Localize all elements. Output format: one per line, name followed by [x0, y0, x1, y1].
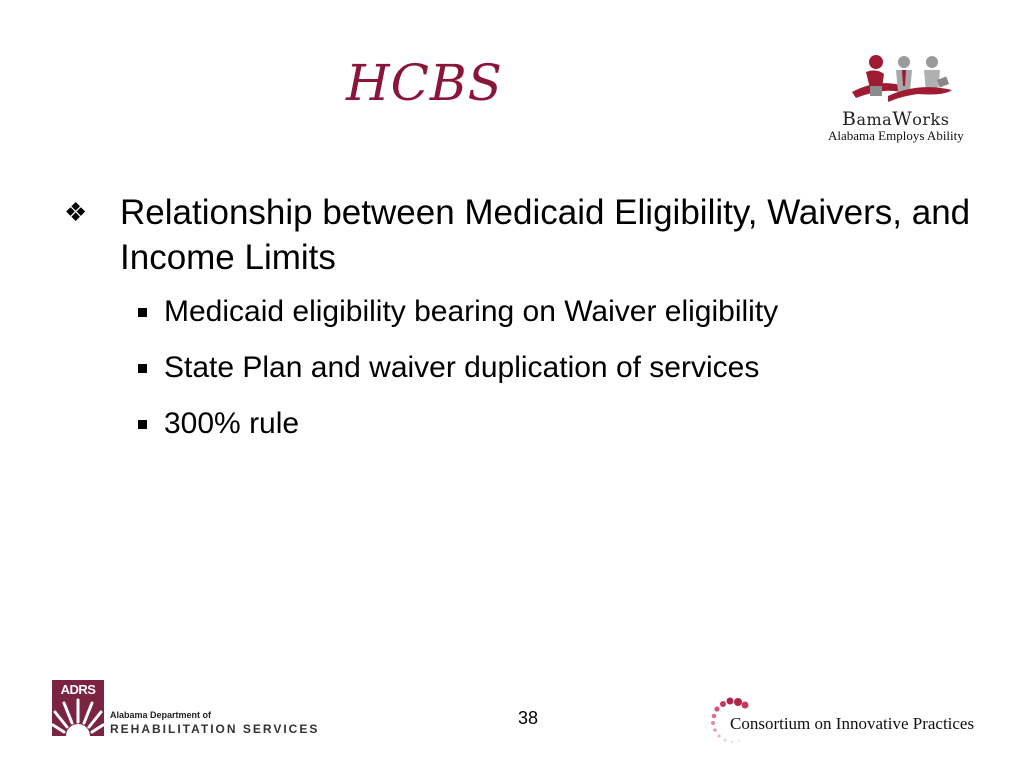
sub-bullet-list: [64, 294, 984, 442]
adrs-abbr: ADRS: [60, 682, 96, 697]
square-bullet-icon: [138, 420, 147, 429]
cip-name: Consortium on Innovative Practices: [730, 714, 975, 733]
bullet-item: [64, 190, 984, 280]
diamond-bullet-icon: ❖: [64, 197, 88, 227]
bamaworks-tagline: Alabama Employs Ability: [828, 128, 964, 143]
sub-bullet-item: [164, 350, 984, 386]
sub-bullet-text: 300% rule: [164, 407, 300, 440]
bullet-list: [64, 190, 984, 462]
bamaworks-name: BamaWorks: [842, 108, 950, 130]
square-bullet-icon: [138, 308, 147, 317]
sub-bullet-text: Medicaid eligibility bearing on Waiver eligibility: [164, 295, 779, 328]
sub-bullet-item: [164, 406, 984, 442]
cip-logo: [708, 696, 998, 748]
adrs-services: REHABILITATION SERVICES: [110, 722, 320, 736]
sunburst-icon: [52, 694, 104, 736]
slide-title: HCBS: [346, 54, 503, 112]
square-bullet-icon: [138, 364, 147, 373]
bamaworks-figures-icon: [848, 52, 958, 108]
sub-bullet-text: State Plan and waiver duplication of services: [164, 351, 760, 384]
sub-bullet-item: [164, 294, 984, 330]
bullet-text: Relationship between Medicaid Eligibility, Waivers, and Income Limits: [120, 193, 971, 277]
adrs-emblem: [52, 680, 104, 736]
adrs-department: Alabama Department of: [110, 710, 212, 720]
page-number: 38: [518, 708, 539, 728]
bamaworks-logo: [820, 52, 980, 152]
adrs-logo: [52, 680, 320, 740]
